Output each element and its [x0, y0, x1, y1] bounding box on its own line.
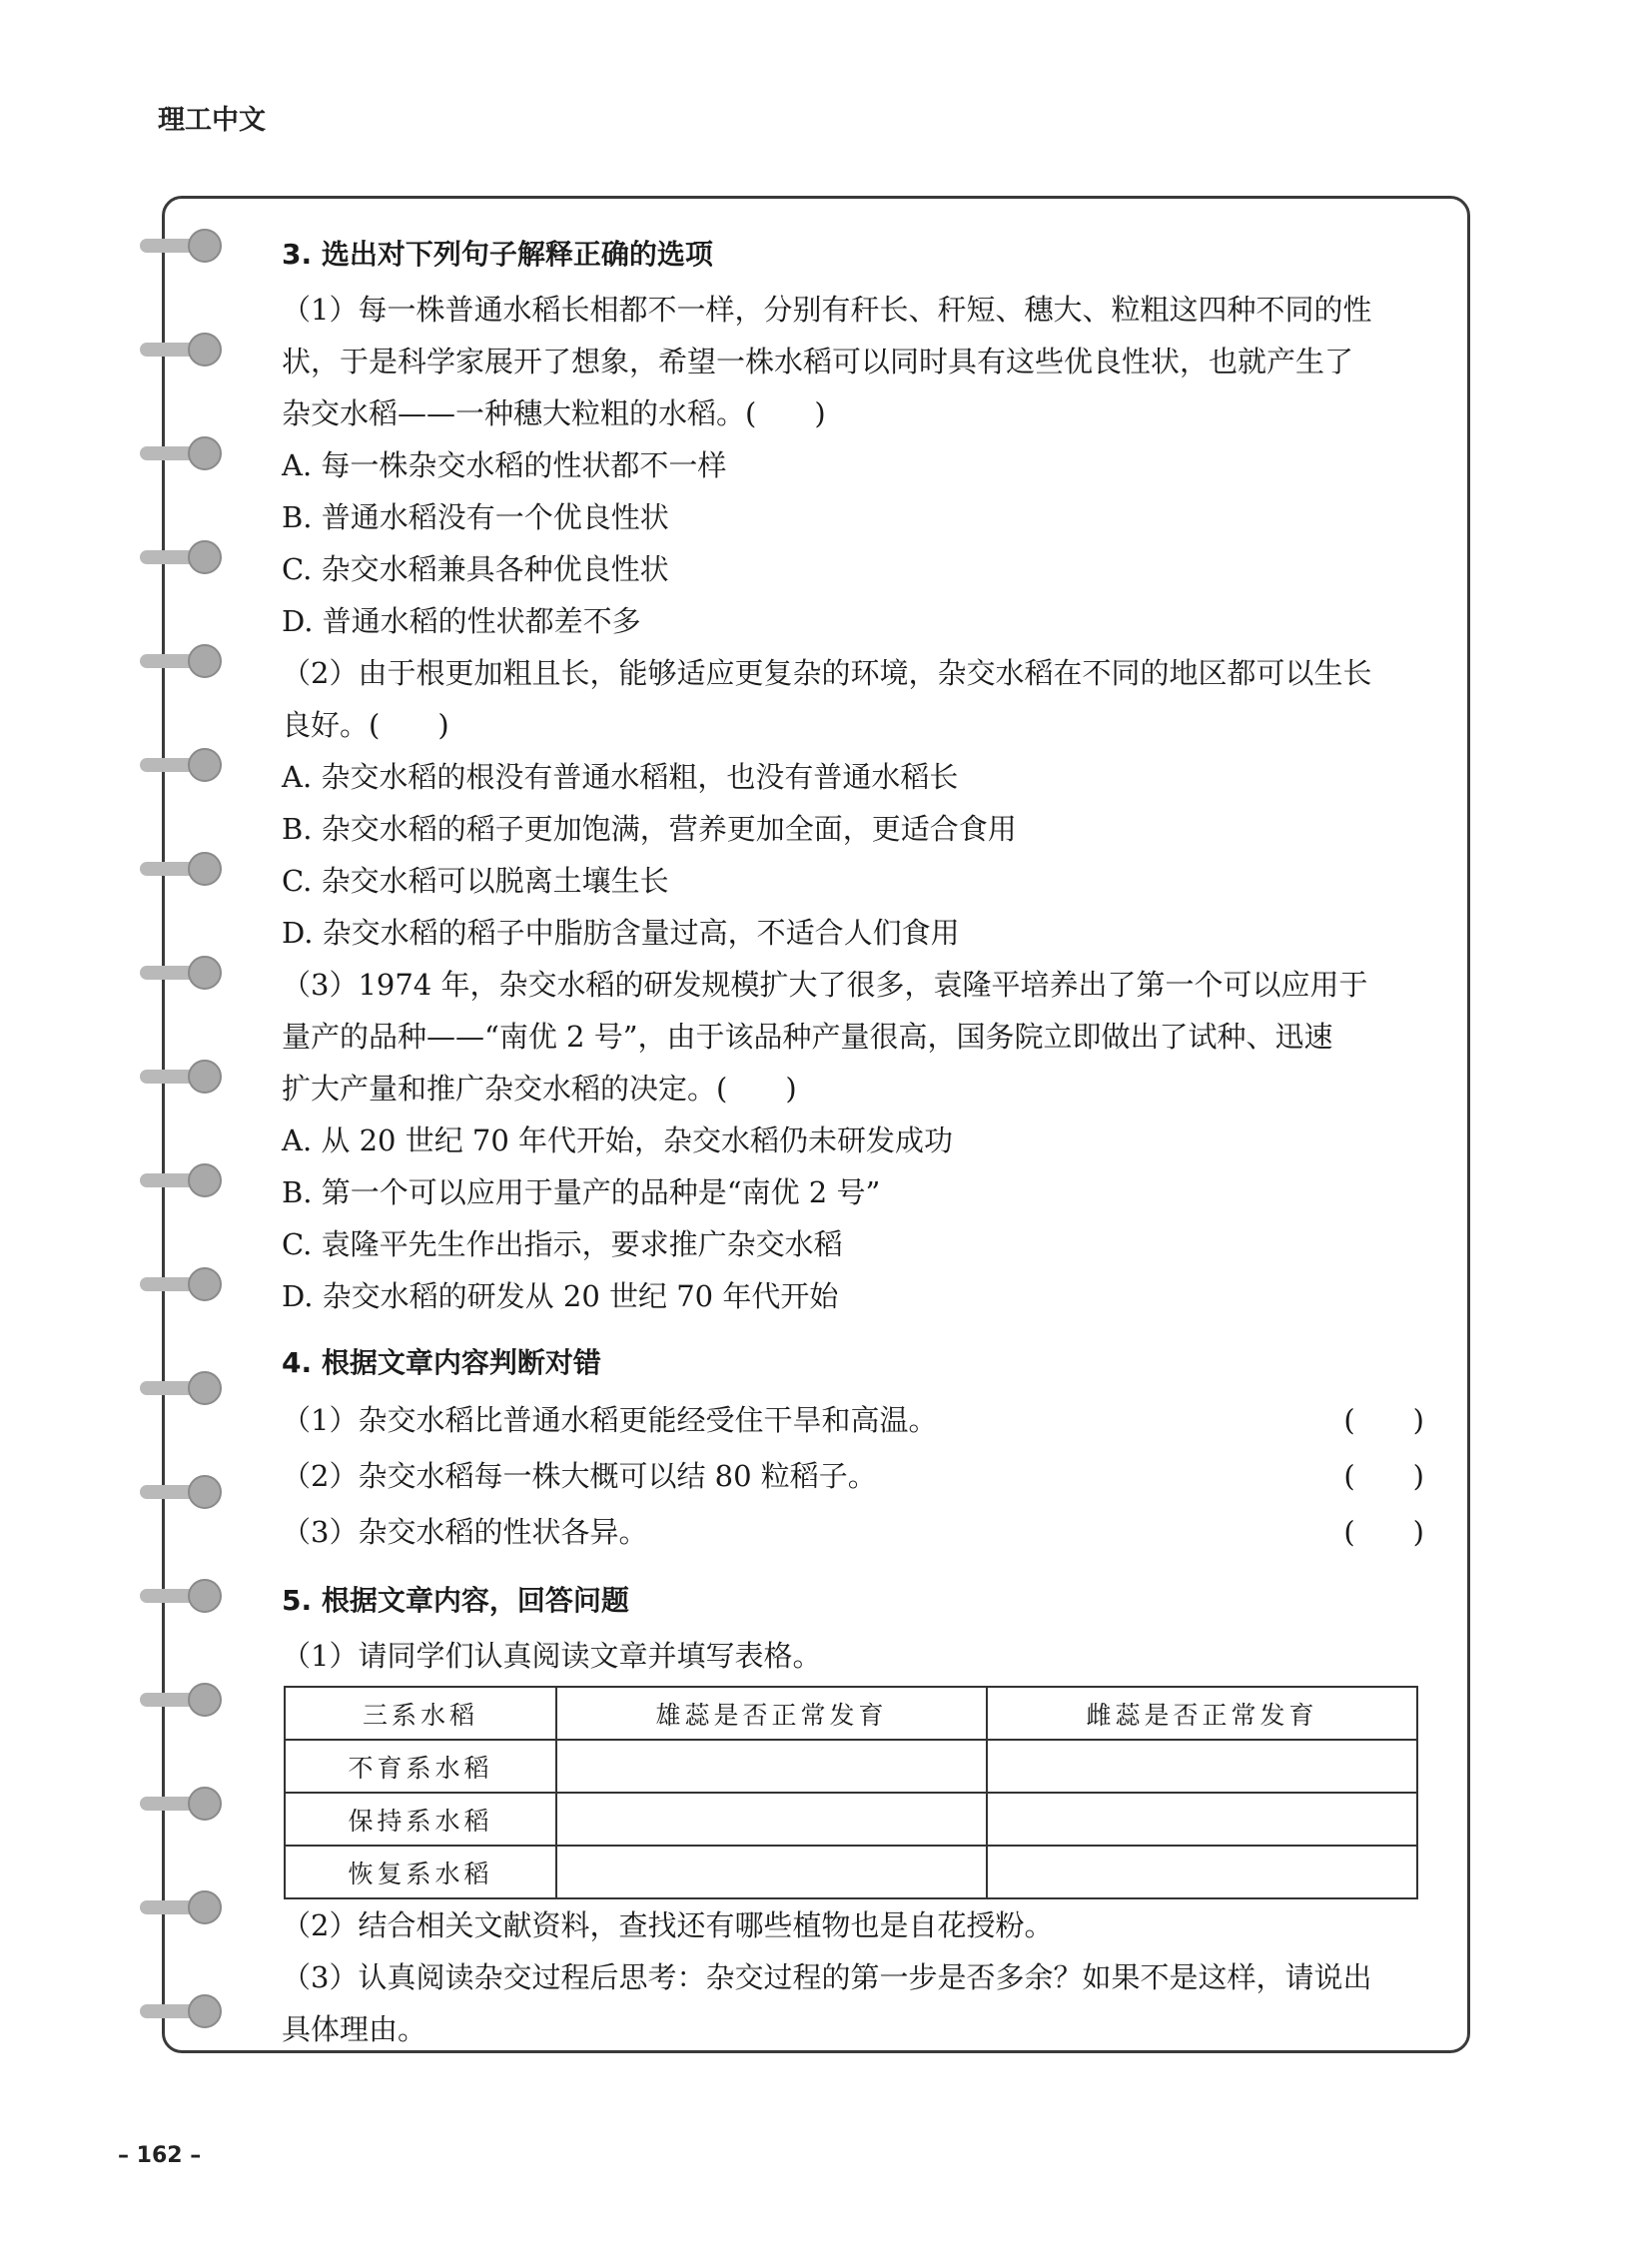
option-c: C. 杂交水稻可以脱离土壤生长	[282, 864, 669, 898]
binder-ring-icon	[140, 953, 224, 993]
binder-ring-icon	[140, 1264, 224, 1304]
question-text: （1）每一株普通水稻长相都不一样，分别有秆长、秆短、穗大、粒粗这四种不同的性	[282, 293, 1372, 327]
binder-ring-icon	[140, 745, 224, 785]
answer-cell[interactable]	[987, 1740, 1417, 1793]
binder-ring-icon	[140, 641, 224, 681]
option-c: C. 袁隆平先生作出指示，要求推广杂交水稻	[282, 1227, 843, 1261]
judge-item	[282, 1392, 1428, 1448]
worksheet-content	[282, 226, 1430, 2055]
binder-ring-icon	[140, 330, 224, 370]
table-row	[285, 1846, 1417, 1898]
question-5-3-cont: 具体理由。	[282, 2012, 427, 2046]
judge-item	[282, 1504, 1428, 1560]
binder-ring-icon	[140, 1057, 224, 1097]
answer-blank[interactable]: ( )	[1343, 1459, 1424, 1493]
rice-table	[284, 1686, 1418, 1899]
column-header: 雄蕊是否正常发育	[556, 1687, 987, 1740]
option-a: A. 每一株杂交水稻的性状都不一样	[282, 448, 727, 482]
column-header: 雌蕊是否正常发育	[987, 1687, 1417, 1740]
question-text: （3）1974 年，杂交水稻的研发规模扩大了很多，袁隆平培养出了第一个可以应用于	[282, 968, 1368, 1002]
answer-cell[interactable]	[556, 1846, 987, 1898]
answer-cell[interactable]	[987, 1793, 1417, 1846]
row-label: 不育系水稻	[285, 1740, 556, 1793]
judge-statement: （2）杂交水稻每一株大概可以结 80 粒稻子。	[282, 1459, 877, 1493]
section-4-title: 4. 根据文章内容判断对错	[282, 1346, 601, 1379]
binder-ring-icon	[140, 1991, 224, 2031]
question-5-2: （2）结合相关文献资料，查找还有哪些植物也是自花授粉。	[282, 1908, 1054, 1942]
row-label: 恢复系水稻	[285, 1846, 556, 1898]
table-row	[285, 1740, 1417, 1793]
binder-ring-icon	[140, 1784, 224, 1824]
binder-ring-icon	[140, 1887, 224, 1927]
binder-ring-icon	[140, 849, 224, 889]
page-number: – 162 –	[118, 2143, 202, 2168]
question-5-1: （1）请同学们认真阅读文章并填写表格。	[282, 1639, 822, 1673]
question-text: 扩大产量和推广杂交水稻的决定。( )	[282, 1072, 797, 1106]
answer-cell[interactable]	[556, 1740, 987, 1793]
row-label: 保持系水稻	[285, 1793, 556, 1846]
option-b: B. 第一个可以应用于量产的品种是“南优 2 号”	[282, 1175, 881, 1209]
question-text: 状，于是科学家展开了想象，希望一株水稻可以同时具有这些优良性状，也就产生了	[282, 345, 1354, 378]
binder-ring-icon	[140, 1680, 224, 1720]
question-3-3	[282, 959, 1430, 1322]
option-b: B. 杂交水稻的稻子更加饱满，营养更加全面，更适合食用	[282, 812, 1017, 846]
answer-cell[interactable]	[987, 1846, 1417, 1898]
binder-ring-icon	[140, 1576, 224, 1616]
judge-item	[282, 1448, 1428, 1504]
option-a: A. 从 20 世纪 70 年代开始，杂交水稻仍未研发成功	[282, 1123, 954, 1157]
judge-statement: （3）杂交水稻的性状各异。	[282, 1515, 648, 1549]
binder-ring-icon	[140, 1472, 224, 1512]
binder-ring-icon	[140, 433, 224, 473]
question-3-2	[282, 647, 1430, 959]
binder-ring-icon	[140, 1368, 224, 1408]
question-text: 杂交水稻——一种穗大粒粗的水稻。( )	[282, 396, 826, 430]
section-5-title: 5. 根据文章内容，回答问题	[282, 1584, 629, 1617]
table-row	[285, 1793, 1417, 1846]
option-d: D. 杂交水稻的稻子中脂肪含量过高，不适合人们食用	[282, 916, 960, 950]
question-5-3: （3）认真阅读杂交过程后思考：杂交过程的第一步是否多余？如果不是这样，请说出	[282, 1960, 1372, 1994]
binder-ring-icon	[140, 1160, 224, 1200]
answer-cell[interactable]	[556, 1793, 987, 1846]
answer-blank[interactable]: ( )	[1343, 1515, 1424, 1549]
judge-statement: （1）杂交水稻比普通水稻更能经受住干旱和高温。	[282, 1403, 938, 1437]
question-text: （2）由于根更加粗且长，能够适应更复杂的环境，杂交水稻在不同的地区都可以生长	[282, 656, 1372, 690]
question-3-1	[282, 284, 1430, 647]
question-text: 良好。( )	[282, 708, 449, 742]
question-text: 量产的品种——“南优 2 号”，由于该品种产量很高，国务院立即做出了试种、迅速	[282, 1020, 1333, 1054]
table-header-row	[285, 1687, 1417, 1740]
option-d: D. 杂交水稻的研发从 20 世纪 70 年代开始	[282, 1279, 839, 1313]
answer-blank[interactable]: ( )	[1343, 1403, 1424, 1437]
column-header: 三系水稻	[285, 1687, 556, 1740]
binder-ring-icon	[140, 537, 224, 577]
option-c: C. 杂交水稻兼具各种优良性状	[282, 552, 669, 586]
option-a: A. 杂交水稻的根没有普通水稻粗，也没有普通水稻长	[282, 760, 959, 794]
option-d: D. 普通水稻的性状都差不多	[282, 604, 641, 638]
section-3-title: 3. 选出对下列句子解释正确的选项	[282, 238, 713, 271]
option-b: B. 普通水稻没有一个优良性状	[282, 500, 669, 534]
header-title: 理工中文	[158, 105, 266, 136]
binder-ring-icon	[140, 226, 224, 266]
